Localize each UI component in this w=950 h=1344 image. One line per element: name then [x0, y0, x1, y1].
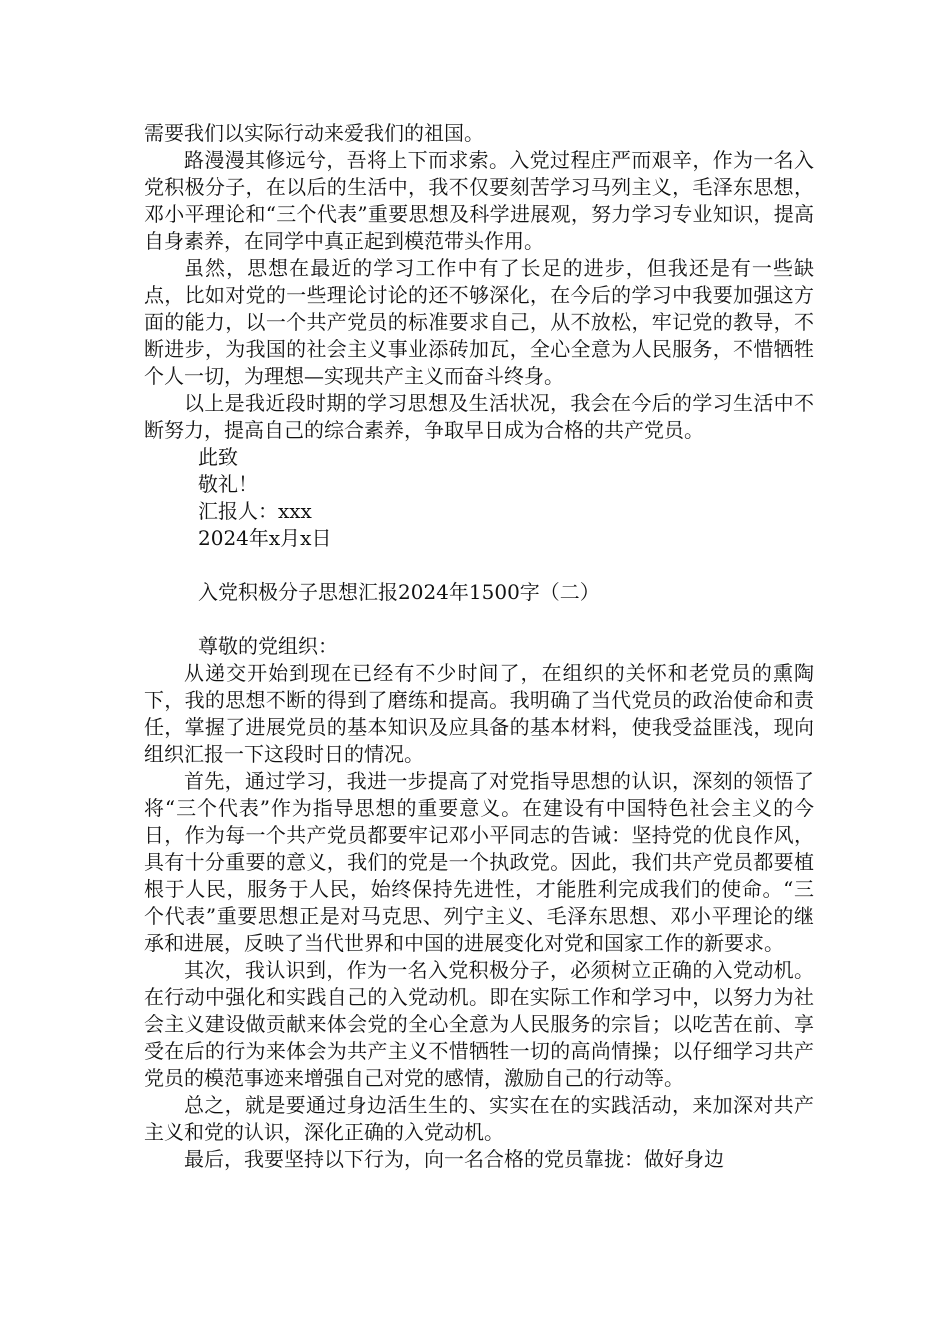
- paragraph-intro: 从递交开始到现在已经有不少时间了，在组织的关怀和老党员的熏陶下，我的思想不断的得到了磨练和提高。我明确了当代党员的政治使命和责任，掌握了进展党员的基本知识及应具备的基本材料，使我受益匪浅，现向组织汇报一下这段时日的情况。: [144, 661, 814, 766]
- paragraph-first: 首先，通过学习，我进一步提高了对党指导思想的认识，深刻的领悟了将“三个代表”作为指导思想的重要意义。在建设有中国特色社会主义的今日，作为每一个共产党员都要牢记邓小平同志的告诫：坚持党的优良作风，具有十分重要的意义，我们的党是一个执政党。因此，我们共产党员都要植根于人民，服务于人民，始终保持先进性，才能胜利完成我们的使命。“三个代表”重要思想正是对马克思、列宁主义、毛泽东思想、邓小平理论的继承和进展，反映了当代世界和中国的进展变化对党和国家工作的新要求。: [144, 769, 814, 955]
- reporter-line: 汇报人：xxx: [198, 499, 312, 523]
- paragraph-shortcomings: 虽然，思想在最近的学习工作中有了长足的进步，但我还是有一些缺点，比如对党的一些理论讨论的还不够深化，在今后的学习中我要加强这方面的能力，以一个共产党员的标准要求自己，从不放松，牢记党的教导，不断进步，为我国的社会主义事业添砖加瓦，全心全意为人民服务，不惜牺牲个人一切，为理想—实现共产主义而奋斗终身。: [144, 256, 814, 388]
- paragraph-continued: 需要我们以实际行动来爱我们的祖国。: [144, 121, 484, 145]
- paragraph-summary: 以上是我近段时期的学习思想及生活状况，我会在今后的学习生活中不断努力，提高自己的综合素养，争取早日成为合格的共产党员。: [144, 391, 814, 442]
- paragraph-second: 其次，我认识到，作为一名入党积极分子，必须树立正确的入党动机。在行动中强化和实践自己的入党动机。即在实际工作和学习中，以努力为社会主义建设做贡献来体会党的全心全意为人民服务的宗旨；以吃苦在前、享受在后的行为来体会为共产主义不惜牺牲一切的高尚情操；以仔细学习共产党员的模范事迹来增强自己对党的感情，激励自己的行动等。: [144, 958, 814, 1090]
- document-page: [144, 120, 814, 1173]
- closing-line-1: 此致: [198, 445, 238, 469]
- paragraph-conclusion: 总之，就是要通过身边活生生的、实实在在的实践活动，来加深对共产主义和党的认识，深化正确的入党动机。: [144, 1093, 814, 1144]
- closing-line-2: 敬礼！: [198, 472, 258, 496]
- paragraph-resolve: 路漫漫其修远兮，吾将上下而求索。入党过程庄严而艰辛，作为一名入党积极分子，在以后的生活中，我不仅要刻苦学习马列主义，毛泽东思想，邓小平理论和“三个代表”重要思想及科学进展观，努力学习专业知识，提高自身素养，在同学中真正起到模范带头作用。: [144, 148, 814, 253]
- date-line: 2024年x月x日: [198, 526, 332, 550]
- blank-line: [144, 552, 814, 579]
- blank-line: [144, 606, 814, 633]
- section-title: 入党积极分子思想汇报2024年1500字（二）: [198, 580, 600, 604]
- paragraph-last: 最后，我要坚持以下行为，向一名合格的党员靠拢：做好身边: [184, 1147, 724, 1171]
- salutation: 尊敬的党组织：: [198, 634, 338, 658]
